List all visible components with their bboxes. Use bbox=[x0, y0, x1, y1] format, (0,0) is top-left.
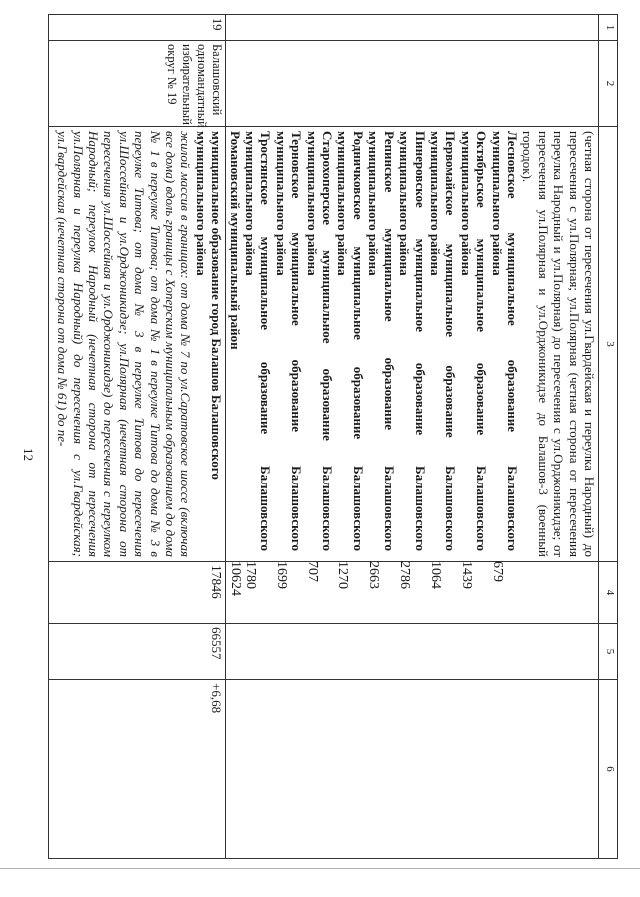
territory-description: жилой массив в границах: от дома № 7 по ул.Саратовское шоссе (включая все дома) вдоль границы с Хоперским муниципальным образованием до дома № 1 в переулке Титова; от дома № 1 в переулке Титова до дома № 3 в переулке Титова; от дома № 3 в переулке Титова до пересечения ул.Шоссейная и ул.Орджоникидзе; ул.Полярная (нечетная сторона от пересечения ул.Шоссейная и ул.Орджоникидзе) до пересечения с переулком Народный; переулок Народный (нечетная сторона от пересечения ул.Полярная и переулка Народный) до пересечения с ул.Гвардейская; ул.Гвардейская (нечетная сторона от дома № 61) до пе- bbox=[55, 131, 194, 557]
municipality-name: Старохоперское муниципальное образование Балашовского муниципального района bbox=[304, 131, 336, 551]
page-number: 12 bbox=[21, 448, 36, 461]
municipality-name: Лесновское муниципальное образование Балашовского муниципального района bbox=[489, 131, 520, 551]
cell-district-name bbox=[226, 41, 599, 127]
voters-total: 66557 bbox=[49, 624, 226, 680]
table-row-19 bbox=[49, 15, 226, 859]
row-number: 19 bbox=[49, 15, 226, 41]
voter-count: 2663 bbox=[366, 561, 382, 589]
cell-number bbox=[226, 15, 599, 41]
list-item bbox=[427, 131, 459, 589]
cell-territory bbox=[226, 127, 599, 596]
column-header-1: 1 bbox=[599, 15, 618, 41]
list-item bbox=[304, 131, 336, 582]
column-header-4: 4 bbox=[599, 562, 618, 624]
rotated-table-wrapper bbox=[55, 14, 618, 858]
voter-count: 1270 bbox=[335, 561, 351, 589]
municipality-name: Октябрьское муниципальное образование Балашовского муниципального района bbox=[458, 131, 490, 551]
municipality-list bbox=[243, 131, 520, 589]
voter-count: 1439 bbox=[458, 561, 474, 589]
page-bottom-rule bbox=[0, 868, 640, 869]
table-row-continuation bbox=[226, 15, 599, 859]
column-header-row bbox=[599, 15, 618, 859]
total-entry bbox=[227, 131, 243, 596]
column-header-3: 3 bbox=[599, 127, 618, 562]
list-item bbox=[273, 131, 305, 589]
municipality-name: Первомайское муниципальное образование Балашовского муниципального района bbox=[427, 131, 459, 551]
list-item bbox=[397, 131, 428, 589]
list-item bbox=[335, 131, 366, 589]
deviation-value: +6,68 bbox=[49, 680, 226, 859]
voter-count: 707 bbox=[304, 561, 320, 582]
municipality-name: Пинеровское муниципальное образование Балашовского муниципального района bbox=[397, 131, 428, 551]
municipality-name: Родничковское муниципальное образование Балашовского муниципального района bbox=[335, 131, 366, 551]
list-item bbox=[243, 131, 274, 589]
list-item bbox=[489, 131, 520, 582]
total-entry-name: Романовский муниципальный район bbox=[227, 131, 243, 350]
voter-count: 1064 bbox=[427, 561, 443, 589]
cell-territory bbox=[49, 127, 226, 562]
voter-count: 1780 bbox=[243, 561, 259, 589]
column-header-2: 2 bbox=[599, 41, 618, 127]
column-header-6: 6 bbox=[599, 680, 618, 859]
voter-count: 1699 bbox=[273, 561, 289, 589]
total-entry-voters: 10624 bbox=[227, 561, 243, 596]
municipality-voters: 17846 bbox=[49, 562, 226, 624]
territory-continuation-text: (четная сторона от пересечения ул.Гвардейская и переулка Народный) до пересечения с ул.Полярная; ул.Полярная (четная сторона от пересечения переулка Народный и ул.Полярная) до пересечения с ул.Орджоникидзе; от пересечения ул.Полярная и ул.Орджоникидзе до Балашов-3 (военный городок). bbox=[520, 131, 597, 557]
municipality-name: Репинское муниципальное образование Балашовского муниципального района bbox=[366, 131, 397, 551]
list-item bbox=[366, 131, 397, 589]
cell-voters-total bbox=[226, 624, 599, 680]
municipality-title: муниципальное образование город Балашов Балашовского муниципального района bbox=[193, 131, 225, 480]
column-header-5: 5 bbox=[599, 624, 618, 680]
district-name: Балашовский одномандатный избирательный округ № 19 bbox=[49, 41, 226, 127]
voter-count: 2786 bbox=[397, 561, 413, 589]
district-table bbox=[48, 14, 618, 859]
cell-deviation bbox=[226, 680, 599, 859]
voter-count: 679 bbox=[489, 561, 505, 582]
list-item bbox=[458, 131, 490, 589]
municipality-name: Тростянское муниципальное образование Балашовского муниципального района bbox=[243, 131, 274, 551]
municipality-name: Терновское муниципальное образование Балашовского муниципального района bbox=[273, 131, 305, 551]
